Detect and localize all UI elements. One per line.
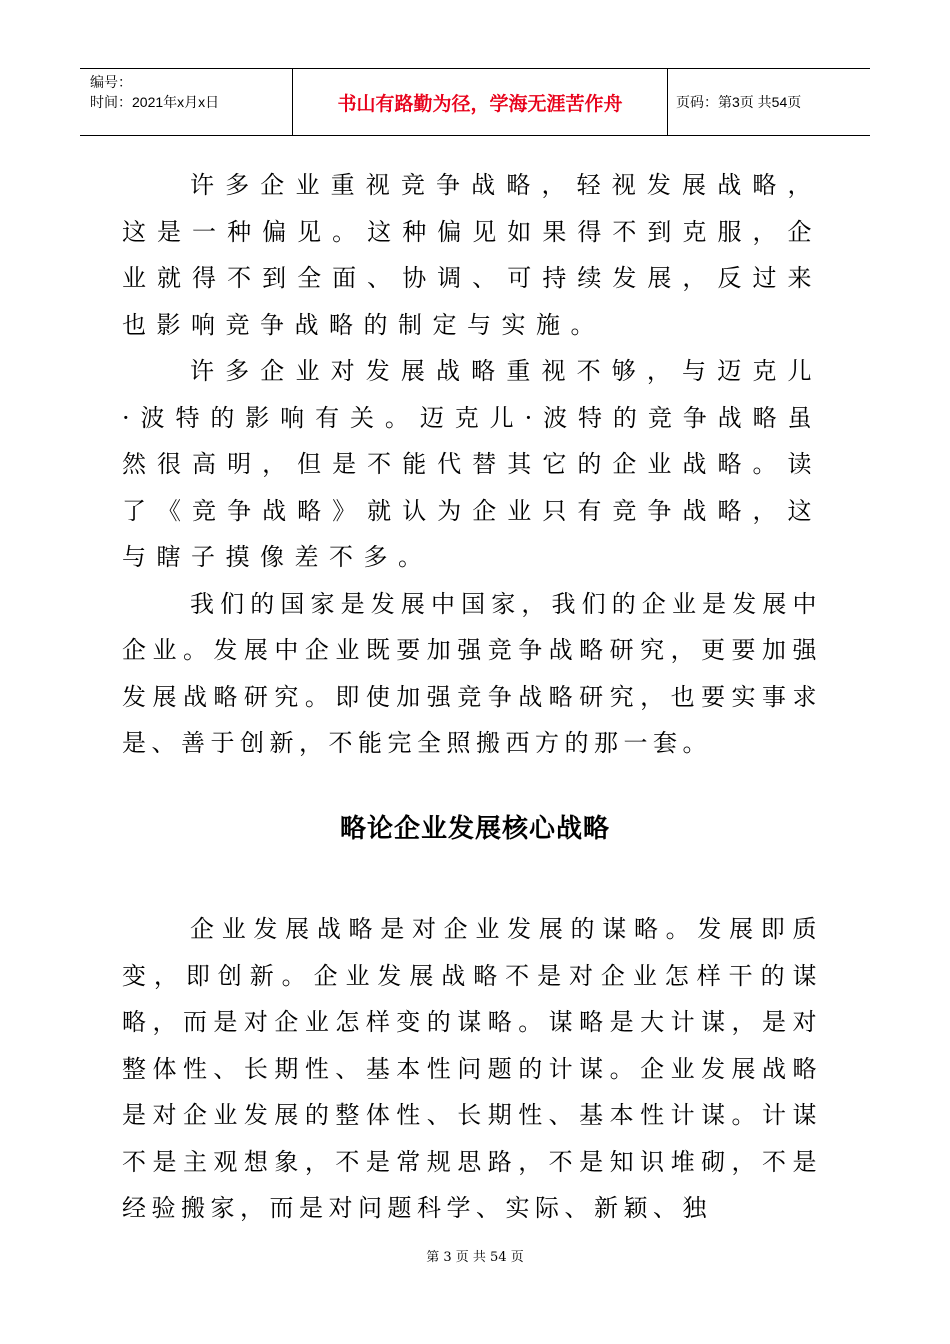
paragraph: 许多企业对发展战略重视不够，与迈克儿·波特的影响有关。迈克儿·波特的竞争战略虽然很高明，但是不能代替其它的企业战略。读了《竞争战略》就认为企业只有竞争战略，这与瞎子摸像差不多。 bbox=[122, 357, 822, 571]
paragraph: 企业发展战略是对企业发展的谋略。发展即质变，即创新。企业发展战略不是对企业怎样干的谋略，而是对企业怎样变的谋略。谋略是大计谋，是对整体性、长期性、基本性问题的计谋。企业发展战略是对企业发展的整体性、长期性、基本性计谋。计谋不是主观想象，不是常规思路，不是知识堆砌，不是经验搬家，而是对问题科学、实际、新颖、独 bbox=[122, 915, 822, 1222]
number-label: 编号： bbox=[90, 74, 132, 90]
page-footer: 第 3 页 共 54 页 bbox=[426, 1250, 524, 1265]
time-label: 时间：2021年x月x日 bbox=[90, 94, 220, 110]
section-1-body bbox=[122, 162, 822, 767]
header-page-info: 页码：第3页 共54页 bbox=[676, 94, 802, 110]
header-meta bbox=[80, 69, 293, 135]
section-2-body bbox=[122, 906, 822, 1232]
section-title: 略论企业发展核心战略 bbox=[339, 814, 610, 844]
header-motto: 书山有路勤为径，学海无涯苦作舟 bbox=[293, 69, 668, 135]
paragraph: 许多企业重视竞争战略，轻视发展战略，这是一种偏见。这种偏见如果得不到克服，企业就得不到全面、协调、可持续发展，反过来也影响竞争战略的制定与实施。 bbox=[122, 171, 822, 339]
paragraph: 我们的国家是发展中国家，我们的企业是发展中企业。发展中企业既要加强竞争战略研究，更要加强发展战略研究。即使加强竞争战略研究，也要实事求是、善于创新，不能完全照搬西方的那一套。 bbox=[122, 589, 822, 757]
page-header bbox=[80, 68, 870, 136]
